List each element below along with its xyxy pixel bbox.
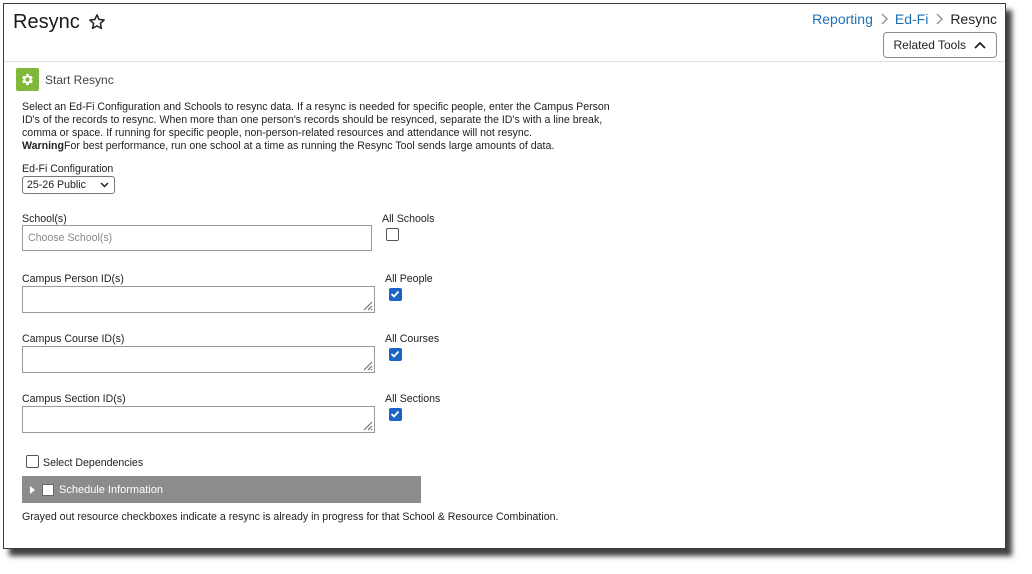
- warning-label: Warning: [22, 140, 64, 152]
- all-schools-checkbox[interactable]: [386, 228, 399, 241]
- all-schools-label: All Schools: [382, 213, 435, 225]
- course-id-textarea[interactable]: [22, 346, 375, 373]
- checkmark-icon: [390, 289, 400, 299]
- schedule-information-checkbox[interactable]: [42, 484, 54, 496]
- section-id-label: Campus Section ID(s): [22, 393, 126, 405]
- resize-grip-icon[interactable]: [361, 359, 373, 371]
- warning-text: For best performance, run one school at a time as running the Resync Tool sends large amounts of data.: [63, 140, 555, 152]
- gear-icon: [16, 68, 39, 91]
- person-id-textarea[interactable]: [22, 286, 375, 313]
- edfi-config-value: 25-26 Public: [27, 179, 86, 191]
- start-resync-label: Start Resync: [45, 72, 114, 87]
- schedule-information-label: Schedule Information: [59, 483, 163, 496]
- description-text: Select an Ed-Fi Configuration and Schools to resync data. If a resync is needed for specific people, enter the Campus Person ID's of the records to resync. When more than one person's records should be resynced, separate the ID's with a line break, comma or space. If running for specific people, non-person-related resources and attendance will not resync.: [22, 101, 610, 139]
- chevron-down-icon: [100, 180, 109, 190]
- resize-grip-icon[interactable]: [361, 299, 373, 311]
- all-people-checkbox[interactable]: [389, 288, 402, 301]
- edfi-config-label: Ed-Fi Configuration: [22, 163, 114, 175]
- checkmark-icon: [390, 409, 400, 419]
- section-id-textarea[interactable]: [22, 406, 375, 433]
- breadcrumb-current: Resync: [950, 11, 997, 27]
- all-sections-checkbox[interactable]: [389, 408, 402, 421]
- breadcrumb-reporting[interactable]: Reporting: [812, 11, 873, 27]
- related-tools-button[interactable]: [883, 32, 998, 58]
- chevron-right-icon: [879, 13, 889, 25]
- schools-input[interactable]: [22, 225, 372, 251]
- breadcrumb-edfi[interactable]: Ed-Fi: [894, 11, 929, 27]
- grayed-out-note: Grayed out resource checkboxes indicate a resync is already in progress for that School & Resource Combination.: [22, 511, 559, 523]
- select-dependencies-label: Select Dependencies: [43, 457, 144, 469]
- chevron-right-icon: [934, 13, 944, 25]
- chevron-up-icon: [974, 41, 986, 49]
- schools-label: School(s): [22, 213, 67, 225]
- all-people-label: All People: [385, 273, 433, 285]
- caret-right-icon[interactable]: [30, 486, 36, 494]
- schedule-information-section[interactable]: [22, 476, 421, 503]
- checkmark-icon: [390, 349, 400, 359]
- related-tools-label: Related Tools: [893, 38, 966, 52]
- description: [22, 101, 622, 153]
- start-resync-button[interactable]: [16, 68, 114, 91]
- all-courses-label: All Courses: [385, 333, 440, 345]
- course-id-label: Campus Course ID(s): [22, 333, 125, 345]
- star-icon[interactable]: [88, 13, 106, 31]
- resize-grip-icon[interactable]: [361, 419, 373, 431]
- page-title-text: Resync: [13, 11, 80, 33]
- app-window: [3, 3, 1006, 549]
- schools-placeholder: Choose School(s): [28, 232, 113, 244]
- edfi-config-select[interactable]: [22, 176, 115, 194]
- all-courses-checkbox[interactable]: [389, 348, 402, 361]
- all-sections-label: All Sections: [385, 393, 441, 405]
- select-dependencies-checkbox[interactable]: [26, 455, 39, 468]
- person-id-label: Campus Person ID(s): [22, 273, 124, 285]
- header-divider: [4, 61, 1005, 62]
- page-title: [13, 8, 106, 36]
- breadcrumb: [812, 11, 997, 27]
